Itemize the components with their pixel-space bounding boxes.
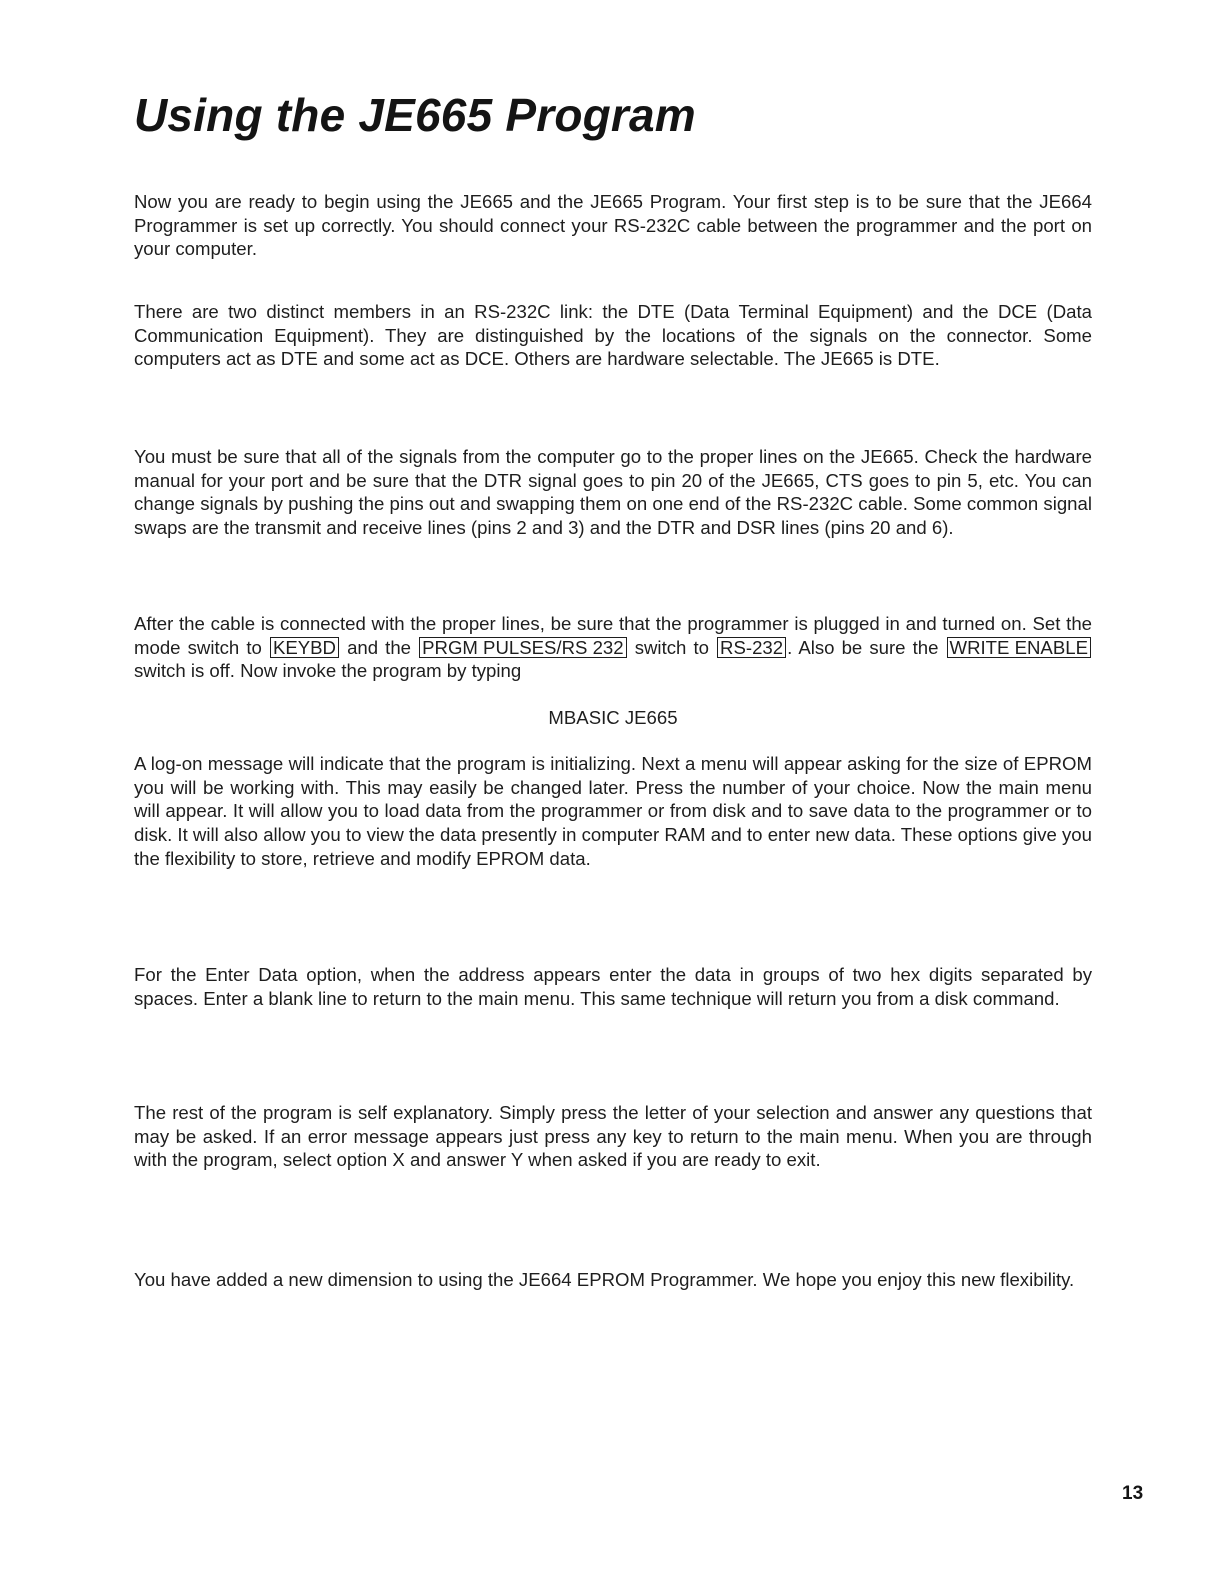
text-run: and the	[339, 636, 419, 658]
prgm-pulses-switch-label: PRGM PULSES/RS 232	[419, 637, 627, 658]
paragraph-rest-of-program: The rest of the program is self explanatory. Simply press the letter of your selection and answer any questions that may be asked. If an error message appears just press any key to return to the main menu. When you are through with the program, select option X and answer Y when asked if you are ready to exit.	[134, 1102, 1092, 1171]
text-run: . Also be sure the	[787, 636, 946, 658]
paragraph-signal-lines: You must be sure that all of the signals from the computer go to the proper lines on the JE665. Check the hardware manual for your port and be sure that the DTR signal goes to pin 20 of the JE665, CTS goes to pin 5, etc. You can change signals by pushing the pins out and swapping them on one end of the RS-232C cable. Some common signal swaps are the transmit and receive lines (pins 2 and 3) and the DTR and DSR lines (pins 20 and 6).	[134, 446, 1092, 539]
paragraph-closing: You have added a new dimension to using the JE664 EPROM Programmer. We hope you enjoy this new flexibility.	[134, 1269, 1075, 1290]
rs232-switch-label: RS-232	[717, 637, 786, 658]
paragraph-setup-intro: Now you are ready to begin using the JE665 and the JE665 Program. Your first step is to be sure that the JE664 Programmer is set up correctly. You should connect your RS-232C cable between the programmer and the port on your computer.	[134, 191, 1092, 260]
keybd-switch-label: KEYBD	[270, 637, 339, 658]
command-line: MBASIC JE665	[548, 707, 678, 728]
text-run: After the cable is connected with the proper lines, be sure that the programmer is plugged in and turned on. Set the mode switch to	[134, 613, 1092, 658]
write-enable-switch-label: WRITE ENABLE	[947, 637, 1091, 658]
page-number: 13	[1122, 1483, 1144, 1504]
paragraph-cable-setup	[134, 612, 1092, 683]
text-run: switch to	[627, 636, 717, 658]
paragraph-main-menu: A log-on message will indicate that the program is initializing. Next a menu will appear asking for the size of EPROM you will be working with. This may easily be changed later. Press the number of your choice. Now the main menu will appear. It will allow you to load data from the programmer or from disk and to save data to the programmer or to disk. It will also allow you to view the data presently in computer RAM and to enter new data. These options give you the flexibility to store, retrieve and modify EPROM data.	[134, 753, 1092, 869]
text-run: switch is off. Now invoke the program by typing	[134, 660, 522, 682]
page-title: Using the JE665 Program	[134, 89, 696, 141]
paragraph-enter-data: For the Enter Data option, when the address appears enter the data in groups of two hex digits separated by spaces. Enter a blank line to return to the main menu. This same technique will return you from a disk command.	[134, 964, 1092, 1009]
paragraph-dte-dce: There are two distinct members in an RS-232C link: the DTE (Data Terminal Equipment) and the DCE (Data Communication Equipment). They are distinguished by the locations of the signals on the connector. Some computers act as DTE and some act as DCE. Others are hardware selectable. The JE665 is DTE.	[134, 301, 1092, 370]
